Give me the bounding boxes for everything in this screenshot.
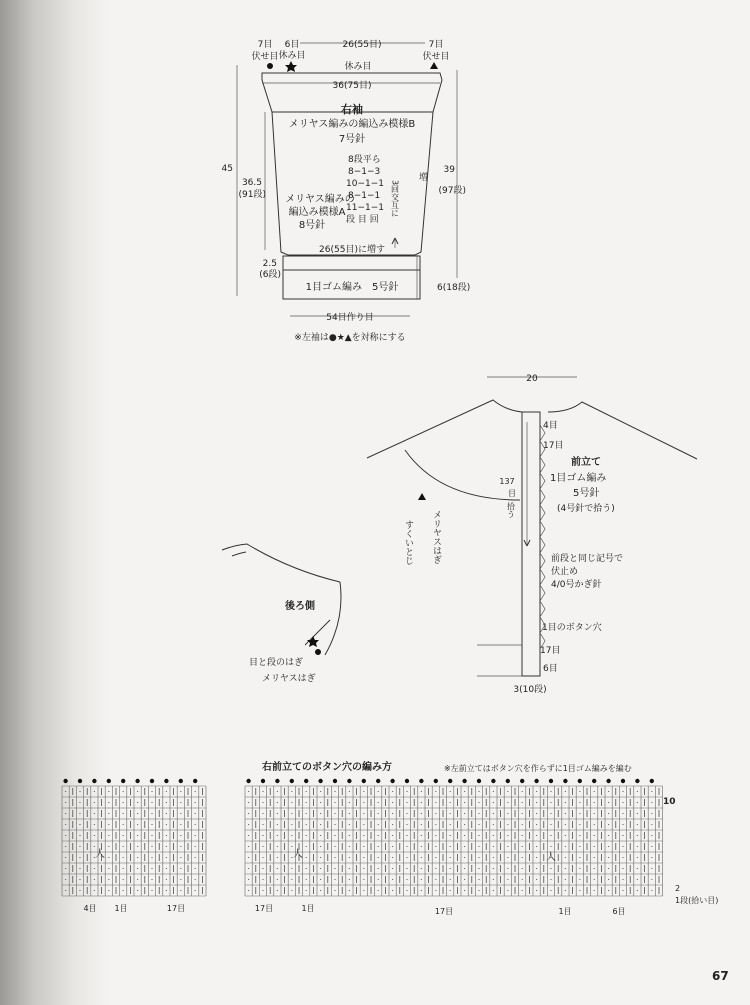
chart-right-1b: 1目 — [558, 907, 572, 916]
sleeve-top-right-bind: 7目 — [428, 40, 444, 50]
front-band-pickup-needle: (4号針で拾う) — [557, 504, 615, 514]
sleeve-upper-width: 36(75目) — [332, 81, 372, 91]
sleeve-inc-label: 増 — [417, 172, 427, 181]
star-join-icon — [307, 636, 319, 647]
sleeve-cuff-right: 6(18段) — [437, 283, 471, 293]
front-band-pick-count-2: 目 — [508, 489, 516, 498]
sleeve-title: 右袖 — [341, 103, 363, 116]
sleeve-note: ※左袖は●★▲を対称にする — [294, 333, 406, 343]
sleeve-rest-label: 休み目 — [344, 62, 372, 72]
chart-left-1: 1目 — [114, 904, 128, 913]
chart-title: 右前立てのボタン穴の編み方 — [262, 762, 392, 773]
chart-left-4: 4目 — [83, 904, 97, 913]
sleeve-pattern-b: メリヤス編みの編込み模様B — [288, 119, 416, 130]
back-title: 後ろ側 — [285, 601, 315, 612]
chart-right-1a: 1目 — [301, 904, 315, 913]
sleeve-top-left-rest-2: 休み目 — [278, 51, 306, 61]
chart-right-6: 6目 — [612, 907, 626, 916]
triangle-join-icon — [418, 493, 426, 500]
dot-join-icon — [315, 649, 321, 655]
sleeve-top-width: 26(55目) — [342, 40, 382, 50]
sleeve-top-left-bind-2: 伏せ目 — [251, 52, 279, 62]
sleeve-cuff-h-1: 2.5 — [262, 259, 277, 269]
chart-right-17a: 17目 — [254, 904, 274, 913]
front-band-bind-3: 4/0号かぎ針 — [551, 580, 602, 590]
sleeve-inc-4: 11−1−1 — [346, 203, 384, 213]
front-band-buttonhole: 1目のボタン穴 — [542, 623, 602, 633]
front-band-needle: 5号針 — [573, 488, 600, 499]
sleeve-height-right-1: 39 — [443, 165, 455, 175]
chart-grid-left — [62, 779, 206, 896]
front-band-bind-1: 前段と同じ記号で — [551, 554, 624, 564]
back-meri-hagi: メリヤスはぎ — [262, 674, 316, 684]
sleeve-inc-0: 8段平ら — [348, 155, 381, 165]
chart-row-2: 2 — [675, 884, 681, 893]
front-band-c17a: 17目 — [543, 441, 564, 451]
front-band-pick-count-1: 137 — [499, 477, 515, 486]
sleeve-top-left-bind: 7目 — [257, 40, 273, 50]
page-number: 67 — [712, 969, 729, 983]
sleeve-height-right-2: (97段) — [438, 186, 466, 196]
sleeve-inc-5: 段 目 回 — [346, 215, 379, 225]
dot-marker-icon — [267, 63, 273, 69]
front-band-diagram — [367, 374, 697, 695]
front-band-pick-count-3: 拾う — [506, 502, 516, 518]
buttonhole-chart — [62, 760, 718, 916]
front-band-stitch: 1目ゴム編み — [550, 473, 607, 484]
front-band-bind-2: 伏止め — [551, 567, 579, 577]
sleeve-pattern-a-2: 編込み模様A — [288, 207, 346, 218]
front-band-bottom: 3(10段) — [513, 685, 547, 695]
sleeve-inc-2: 10−1−1 — [346, 179, 384, 189]
sleeve-cuff-h-2: (6段) — [259, 270, 281, 280]
sleeve-needle-a: 8号針 — [298, 220, 326, 231]
sleeve-top-right-bind-2: 伏せ目 — [422, 52, 450, 62]
front-band-c4: 4目 — [543, 421, 558, 431]
front-band-c17b: 17目 — [540, 646, 561, 656]
chart-decrease-1: 人 — [95, 849, 105, 860]
sleeve-inc-3: 8−1−1 — [348, 191, 381, 201]
sleeve-height-total: 45 — [221, 164, 233, 174]
front-band-sukui: すくいとじ — [403, 520, 413, 565]
sleeve-top-left-rest: 6目 — [284, 40, 300, 50]
sleeve-pattern-a-1: メリヤス編みの — [285, 194, 355, 205]
star-marker-icon — [285, 61, 297, 72]
chart-grid-right — [245, 779, 663, 896]
sleeve-height-body-1: 36.5 — [241, 178, 262, 188]
sleeve-cuff-label: 1目ゴム編み 5号針 — [305, 282, 399, 293]
front-band-c6: 6目 — [543, 664, 558, 674]
sleeve-alt-label: 3回交互に — [390, 180, 400, 218]
back-row-hagi: 目と段のはぎ — [249, 658, 304, 668]
sleeve-diagram — [222, 39, 471, 343]
front-band-meri-hagi: メリヤスはぎ — [431, 510, 441, 564]
chart-row-10: 10 — [663, 797, 676, 807]
chart-row-1: 1段(拾い目) — [675, 896, 719, 905]
chart-note: ※左前立てはボタン穴を作らずに1目ゴム編みを編む — [444, 764, 632, 773]
front-band-title: 前立て — [571, 457, 601, 468]
sleeve-height-body-2: (91段) — [238, 190, 266, 200]
chart-decrease-2: 人 — [293, 849, 303, 860]
chart-left-17: 17目 — [166, 904, 186, 913]
sleeve-cuff-inc: 26(55目)に増す — [319, 245, 385, 255]
chart-right-17b: 17目 — [434, 907, 454, 916]
front-band-width: 20 — [526, 374, 538, 384]
sleeve-cast-on: 54目作り目 — [326, 313, 374, 323]
sleeve-needle-b: 7号針 — [338, 134, 366, 145]
triangle-marker-icon — [430, 62, 438, 69]
chart-decrease-3: 人 — [546, 852, 556, 863]
sleeve-inc-1: 8−1−3 — [348, 167, 381, 177]
back-diagram — [222, 544, 341, 684]
